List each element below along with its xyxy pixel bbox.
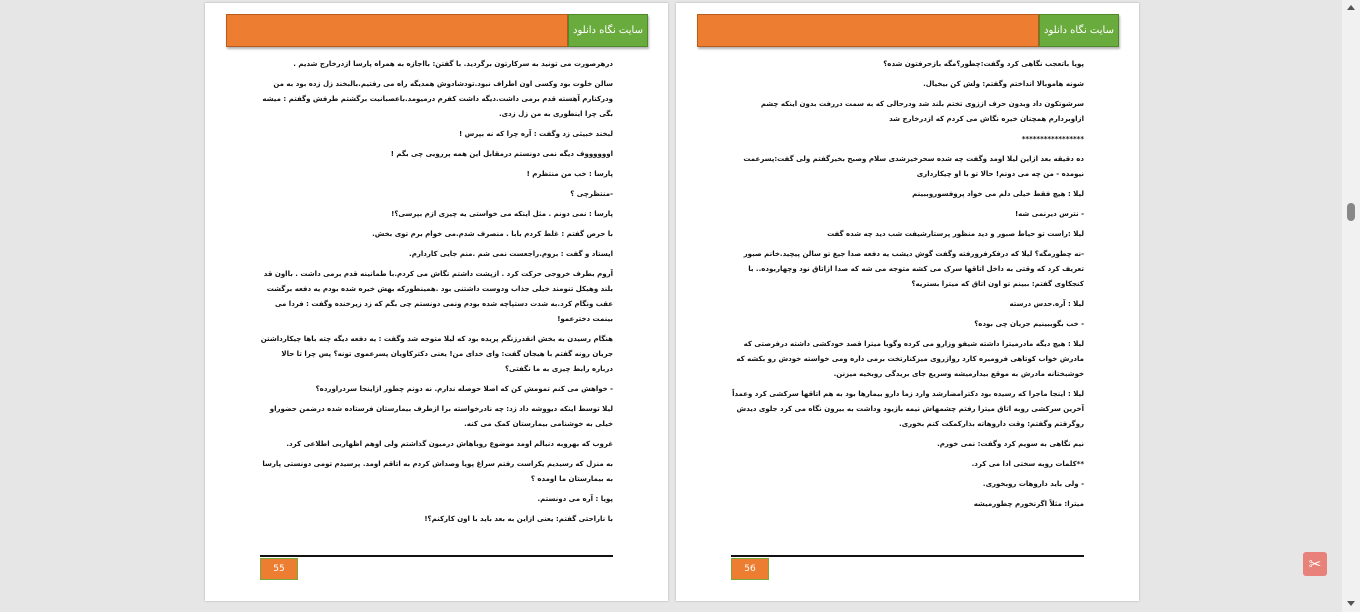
paragraph: میترا: مثلاً اگرنخورم چطورمیشه — [973, 500, 1084, 508]
header-orange-bar — [226, 14, 568, 47]
vertical-scrollbar[interactable] — [1342, 0, 1360, 612]
paragraph: پارسا : نمی دونم . مثل اینکه می خواستی یه چیزی ازم بپرسی؟! — [391, 210, 613, 218]
scrollbar-thumb[interactable] — [1347, 203, 1355, 221]
footer-rule — [731, 555, 1084, 557]
paragraph: با ناراحتی گفتم: یعنی ازاین به بعد باید با اون کارکنم؟! — [424, 515, 613, 523]
paragraph: - ولی باید داروهات روبخوری. — [982, 480, 1084, 488]
header-site-label: سایت نگاه دانلود — [1039, 14, 1119, 47]
scroll-up-arrow-icon[interactable] — [1347, 5, 1355, 10]
paragraph: به منزل که رسیدیم یکراست رفتم سراغ پویا وصداش کردم به اتاقم اومد. پرسیدم تومی دونستی پارسا به بیمارستان ما اومده ؟ — [262, 460, 613, 483]
paragraph: -نه چطورمگه؟ لیلا که درفکرفرورفته وگفت گوش دیشب یه دفعه صدا جیغ تو سالن پیچید.خانم صبور تعریف کرد که وقتی به داخل اتاقها سرک می کشه متوجه می شه که صدا ازاتاق نود وچهاربوده.. با کنجکاوی گفتم: ببینم تو اون اتاق که میترا بستریه؟ — [743, 250, 1084, 288]
paragraph: پارسا : خب من منتظرم ! — [526, 170, 613, 178]
footer-rule — [260, 555, 613, 557]
paragraph: لیلا :راست تو حیاط صبور و دید منظور پرستارشیفت شب دید چه شده گفت — [827, 230, 1084, 238]
page-number: 56 — [731, 558, 769, 580]
paragraph: لیلا : آره.حدس درسته — [1009, 300, 1084, 308]
pdf-download-icon[interactable]: ✂ — [1303, 552, 1327, 576]
paragraph: درهرصورت می تونید به سرکارتون برگردید. با گفتن: بااجازه به همراه پارسا ازدرخارج شدیم . — [293, 60, 613, 68]
paragraph: اووووووف دیگه نمی دونستم درمقابل این همه پررویی چی بگم ! — [390, 150, 613, 158]
page-header — [697, 14, 1119, 47]
paragraph: ایستاد و گفت : بروم.راجعست نمی شم .منم جایی کاردارم. — [409, 250, 613, 258]
header-orange-bar — [697, 14, 1039, 47]
paragraph: لیلا : هیچ دیگه مادرمیترا داشته شیفو وزارو می کرده وگویا میترا قصد خودکشی داشته درفرصتی که مادرش خواب کوتاهی فرومیره کارد روازروی میزکنارتخت برمی داره ومی خواسته خودش رو بکشه که خوشبختانه مادرش به موقع بیدارمیشه وسریع جای بریدگی روبخیه میزنن. — [736, 340, 1084, 378]
page-header — [226, 14, 648, 47]
page-left — [205, 3, 668, 601]
paragraph: آروم بطرف خروجی حرکت کرد . ازپشت داشتم نگاش می کردم.با طمانینه قدم برمی داشت . بااون قد بلند وهیکل تنومند خیلی جذاب ودوست داشتنی بود .همینطورکه بهش خیره شده بودم یه دفعه برگشت عقب ونگام کرد.به شدت دستپاچه شده بودم ونمی دونستم چی بگم که زد زیرخنده وگفت : فردا می بینمت دخترعمو! — [263, 270, 613, 323]
scroll-down-arrow-icon[interactable] — [1347, 601, 1355, 606]
paragraph: سرشوتکون داد وبدون حرف اززوی تختم بلند شد ودرحالی که به سمت دررفت بدون اینکه چشم ازاوبردارم همچنان خیره نگاش می کردم که ازدرخارج شد — [760, 100, 1084, 123]
paragraph: غروب که بهروبه دنبالم اومد موضوع روباهاش درمیون گذاشتم ولی اوهم اظهاربی اطلاعی کرد. — [286, 440, 613, 448]
paragraph: - نترس دیرنمی شه! — [1014, 210, 1084, 218]
paragraph: لیلا توسط اینکه دیووشه داد زد: چه نادرخواسته برا ازطرف بیمارستان فرستاده شده درضمن حضوراو خیلی به خوشنامی بیمارستان کمک می کنه. — [269, 405, 613, 428]
paragraph: با حرص گفتم : غلط کردم بابا . منصرف شدم.می خوام برم توی بخش. — [372, 230, 613, 238]
paragraph: پویا باتعجب نگاهی کرد وگفت:چطور؟مگه بازحرفتون شده؟ — [883, 60, 1084, 68]
paragraph: سالن خلوت بود وکسی اون اطراف نبود.تودشادوش همدیگه راه می رفتیم.بالبخند زل زده بود به من ودرکنارم آهسته قدم برمی داشت.دیگه داشت کفرم درمیومد.باعصبانیت برگشتم طرفش وگفتم : میشه بگی چرا اینطوری به من زل زدی. — [262, 80, 613, 118]
paragraph: هنگام رسیدن به بخش انقدرزنگم پریده بود که لیلا متوجه شد وگفت : یه دفعه دیگه چته باها چیکارداشتن جریان رونه گفتم با هیجان گفت: وای خدای من! یعنی دکترکاویان پسرعموی تونه؟ پس چرا تا حالا درباره رابط چیزی به ما نگفتی؟ — [260, 335, 613, 373]
paragraph: - خواهش می کنم تمومش کن که اصلا حوصله ندارم. نه دونم چطور ازاینجا سردراورده؟ — [315, 385, 613, 393]
page-body — [260, 57, 613, 549]
paragraph: پویا : آره می دونستم. — [537, 495, 613, 503]
paragraph: **کلمات روبه سختی ادا می کرد. — [971, 460, 1084, 468]
paragraph: لبخند خبیثی زد وگفت : آره چرا که نه بپرس ! — [458, 130, 613, 138]
page-number: 55 — [260, 558, 298, 580]
paragraph: لیلا : اینجا ماجرا که رسیده بود دکترامضارشد وارد زما دارو بیمارها بود به هم اتاقها سرکشی کرد وعمداً آخرین سرکشی روبه اتاق میترا رفتم چشمهاش نیمه بازبود وداشت به بیرون نگاه می کرد جلوی دیدش روگرفتم وگفتم: وقت داروهاته بذارکمکت کنم بخوری. — [732, 390, 1084, 428]
paragraph: - خب بگوببینیم جریان چی بوده؟ — [974, 320, 1084, 328]
paragraph: شونه هاموبالا انداختم وگفتم: ولش کن بیخیال. — [923, 80, 1084, 88]
paragraph: ده دقیقه بعد ازاین لیلا اومد وگفت چه شده سحرخیزشدی سلام وصبح بخیرگفتم ولی گفت:پسرعمت نیومده - من چه می دونم! حالا تو با او چیکارداری — [743, 155, 1084, 178]
page-body — [731, 57, 1084, 549]
paragraph: ***************** — [1021, 135, 1084, 143]
paragraph: لیلا : هیچ فقط خیلی دلم می خواد پروفسوروببینم — [912, 190, 1084, 198]
paragraph: نیم نگاهی به سویم کرد وگفت: نمی خورم. — [937, 440, 1084, 448]
paragraph: -منتظرچی ؟ — [570, 190, 613, 198]
page-right — [676, 3, 1139, 601]
header-site-label: سایت نگاه دانلود — [568, 14, 648, 47]
